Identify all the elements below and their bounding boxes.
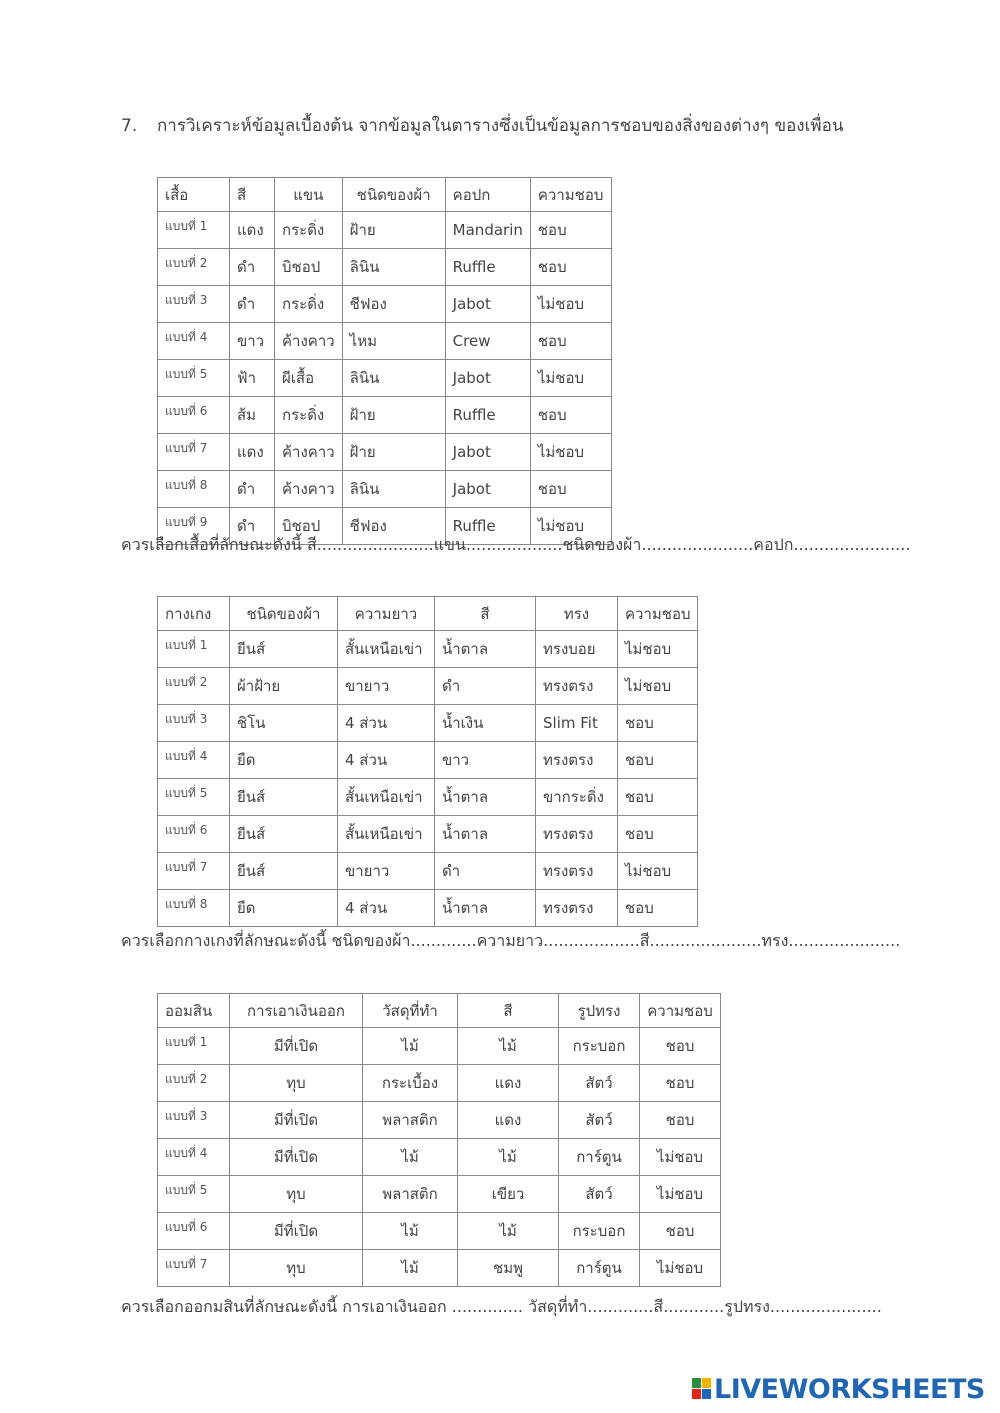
row-label: แบบที่ 4	[158, 742, 230, 779]
table-cell: Jabot	[445, 286, 530, 323]
header-cell: คอปก	[445, 178, 530, 212]
table-cell: ดำ	[435, 853, 536, 890]
header-cell: ความชอบ	[640, 994, 721, 1028]
header-cell: แขน	[275, 178, 343, 212]
table-cell: สั้นเหนือเข่า	[338, 631, 435, 668]
table-cell: ไม้	[363, 1139, 458, 1176]
table-row	[158, 471, 612, 508]
table-cell: ลินิน	[342, 249, 445, 286]
table-cell: ชอบ	[640, 1102, 721, 1139]
table-cell: ขากระดิ่ง	[536, 779, 618, 816]
table-cell: มีที่เปิด	[230, 1139, 363, 1176]
table-cell: ไม้	[458, 1028, 559, 1065]
table-cell: กระบอก	[559, 1028, 640, 1065]
table-cell: Ruffle	[445, 249, 530, 286]
table-header-row	[158, 178, 612, 212]
pants-answer-line: ควรเลือกกางเกงที่ลักษณะดังนี้ ชนิดของผ้า.............ความยาว...................สี......................ทรง......................	[121, 931, 901, 950]
table-cell: ชอบ	[618, 705, 698, 742]
table-cell: ไม่ชอบ	[530, 286, 611, 323]
table-cell: ดำ	[230, 286, 275, 323]
table-row	[158, 249, 612, 286]
question-number: 7.	[121, 116, 138, 136]
table-cell: ค้างคาว	[275, 434, 343, 471]
row-label: แบบที่ 4	[158, 1139, 230, 1176]
row-label: แบบที่ 5	[158, 360, 230, 397]
table-cell: Mandarin	[445, 212, 530, 249]
row-label: แบบที่ 2	[158, 668, 230, 705]
table-cell: สั้นเหนือเข่า	[338, 816, 435, 853]
table-cell: ฝ้าย	[342, 212, 445, 249]
question-7	[121, 112, 843, 139]
table-cell: ฝ้าย	[342, 397, 445, 434]
table-cell: Jabot	[445, 434, 530, 471]
table-row	[158, 1139, 721, 1176]
table-cell: ไม่ชอบ	[530, 508, 611, 545]
table-cell: มีที่เปิด	[230, 1102, 363, 1139]
table-cell: ไม้	[458, 1139, 559, 1176]
table-cell: ทรงตรง	[536, 816, 618, 853]
table-cell: น้ำตาล	[435, 890, 536, 927]
table-cell: ขาว	[230, 323, 275, 360]
row-label: แบบที่ 3	[158, 1102, 230, 1139]
table-cell: ขายาว	[338, 668, 435, 705]
table-row	[158, 1176, 721, 1213]
table-cell: ดำ	[230, 471, 275, 508]
table-cell: ทรงบอย	[536, 631, 618, 668]
table-cell: ยีนส์	[230, 631, 338, 668]
table-cell: ทุบ	[230, 1176, 363, 1213]
table-cell: ไม่ชอบ	[640, 1139, 721, 1176]
table-cell: กระเบื้อง	[363, 1065, 458, 1102]
table-cell: ชอบ	[618, 779, 698, 816]
liveworksheets-logo-icon	[692, 1378, 712, 1400]
table-cell: ผีเสื้อ	[275, 360, 343, 397]
row-label: แบบที่ 3	[158, 286, 230, 323]
table-cell: พลาสติก	[363, 1176, 458, 1213]
table-cell: 4 ส่วน	[338, 705, 435, 742]
header-cell: เสื้อ	[158, 178, 230, 212]
table-row	[158, 668, 698, 705]
table-cell: ดำ	[230, 508, 275, 545]
table-cell: สัตว์	[559, 1065, 640, 1102]
table-row	[158, 1028, 721, 1065]
header-cell: ชนิดของผ้า	[342, 178, 445, 212]
table-cell: Jabot	[445, 360, 530, 397]
header-cell: ทรง	[536, 597, 618, 631]
table-cell: แดง	[230, 212, 275, 249]
table-cell: ไม่ชอบ	[530, 360, 611, 397]
table-cell: ยีนส์	[230, 853, 338, 890]
header-cell: กางเกง	[158, 597, 230, 631]
table-cell: มีที่เปิด	[230, 1028, 363, 1065]
header-cell: วัสดุที่ทำ	[363, 994, 458, 1028]
table-cell: ชอบ	[640, 1213, 721, 1250]
table-cell: แดง	[458, 1065, 559, 1102]
table-cell: ไม่ชอบ	[640, 1176, 721, 1213]
table-cell: ไม้	[363, 1028, 458, 1065]
table-cell: พลาสติก	[363, 1102, 458, 1139]
table-row	[158, 742, 698, 779]
table-row	[158, 1250, 721, 1287]
pants-table	[157, 596, 698, 927]
header-cell: สี	[230, 178, 275, 212]
table-cell: ขายาว	[338, 853, 435, 890]
table-cell: ขาว	[435, 742, 536, 779]
table-cell: ยืด	[230, 742, 338, 779]
table-cell: ทุบ	[230, 1250, 363, 1287]
shirt-answer-line: ควรเลือกเสื้อที่ลักษณะดังนี้ สี.......................แขน...................ชนิดของผ้า......................คอปก.......................	[121, 535, 911, 554]
table-row	[158, 779, 698, 816]
table-cell: สัตว์	[559, 1176, 640, 1213]
liveworksheets-logo	[692, 1374, 985, 1404]
table-cell: สัตว์	[559, 1102, 640, 1139]
header-cell: สี	[458, 994, 559, 1028]
table-row	[158, 816, 698, 853]
table-cell: ไม่ชอบ	[640, 1250, 721, 1287]
row-label: แบบที่ 5	[158, 779, 230, 816]
table-cell: ค้างคาว	[275, 471, 343, 508]
table-cell: น้ำเงิน	[435, 705, 536, 742]
table-row	[158, 397, 612, 434]
table-cell: กระดิ่ง	[275, 286, 343, 323]
table-cell: บิชอป	[275, 508, 343, 545]
row-label: แบบที่ 6	[158, 1213, 230, 1250]
table-row	[158, 1065, 721, 1102]
table-cell: กระบอก	[559, 1213, 640, 1250]
table-cell: Ruffle	[445, 508, 530, 545]
header-cell: ความชอบ	[618, 597, 698, 631]
table-cell: ชีฟอง	[342, 508, 445, 545]
table-cell: ผ้าฝ้าย	[230, 668, 338, 705]
table-row	[158, 890, 698, 927]
table-cell: ฝ้าย	[342, 434, 445, 471]
table-cell: ไม้	[363, 1250, 458, 1287]
table-cell: ชอบ	[530, 397, 611, 434]
row-label: แบบที่ 1	[158, 631, 230, 668]
row-label: แบบที่ 2	[158, 1065, 230, 1102]
row-label: แบบที่ 5	[158, 1176, 230, 1213]
row-label: แบบที่ 4	[158, 323, 230, 360]
row-label: แบบที่ 8	[158, 471, 230, 508]
table-cell: ลินิน	[342, 471, 445, 508]
table-cell: ค้างคาว	[275, 323, 343, 360]
table-row	[158, 323, 612, 360]
table-cell: ทรงตรง	[536, 742, 618, 779]
table-cell: ชอบ	[530, 323, 611, 360]
table-cell: น้ำตาล	[435, 779, 536, 816]
table-row	[158, 286, 612, 323]
table-row	[158, 631, 698, 668]
header-cell: สี	[435, 597, 536, 631]
table-cell: ไม่ชอบ	[618, 668, 698, 705]
table-cell: ชอบ	[640, 1065, 721, 1102]
table-cell: ทรงตรง	[536, 853, 618, 890]
table-cell: ชมพู	[458, 1250, 559, 1287]
table-cell: น้ำตาล	[435, 631, 536, 668]
table-cell: ชอบ	[530, 212, 611, 249]
row-label: แบบที่ 7	[158, 853, 230, 890]
table-cell: ชอบ	[640, 1028, 721, 1065]
table-cell: ฟ้า	[230, 360, 275, 397]
table-cell: ส้ม	[230, 397, 275, 434]
table-cell: การ์ตูน	[559, 1139, 640, 1176]
table-row	[158, 853, 698, 890]
table-cell: กระดิ่ง	[275, 397, 343, 434]
table-cell: ชอบ	[530, 471, 611, 508]
table-cell: ไม้	[458, 1213, 559, 1250]
row-label: แบบที่ 9	[158, 508, 230, 545]
row-label: แบบที่ 2	[158, 249, 230, 286]
table-row	[158, 434, 612, 471]
table-cell: ไม่ชอบ	[530, 434, 611, 471]
row-label: แบบที่ 6	[158, 397, 230, 434]
header-cell: ชนิดของผ้า	[230, 597, 338, 631]
row-label: แบบที่ 6	[158, 816, 230, 853]
table-cell: ยีนส์	[230, 779, 338, 816]
table-cell: Crew	[445, 323, 530, 360]
table-row	[158, 705, 698, 742]
table-cell: แดง	[458, 1102, 559, 1139]
table-cell: ชอบ	[530, 249, 611, 286]
table-cell: ชอบ	[618, 890, 698, 927]
table-cell: ทุบ	[230, 1065, 363, 1102]
table-cell: มีที่เปิด	[230, 1213, 363, 1250]
table-cell: การ์ตูน	[559, 1250, 640, 1287]
table-header-row	[158, 597, 698, 631]
table-row	[158, 212, 612, 249]
table-header-row	[158, 994, 721, 1028]
row-label: แบบที่ 3	[158, 705, 230, 742]
row-label: แบบที่ 1	[158, 1028, 230, 1065]
table-cell: ยืด	[230, 890, 338, 927]
table-cell: ทรงตรง	[536, 890, 618, 927]
table-cell: กระดิ่ง	[275, 212, 343, 249]
logo-text: LIVEWORKSHEETS	[714, 1373, 985, 1405]
table-cell: น้ำตาล	[435, 816, 536, 853]
piggy-answer-line: ควรเลือกออกมสินที่ลักษณะดังนี้ การเอาเงินออก .............. วัสดุที่ทำ.............สี............รูปทรง......................	[121, 1297, 882, 1316]
row-label: แบบที่ 1	[158, 212, 230, 249]
table-cell: แดง	[230, 434, 275, 471]
table-cell: ลินิน	[342, 360, 445, 397]
piggy-bank-table	[157, 993, 721, 1287]
row-label: แบบที่ 7	[158, 1250, 230, 1287]
table-cell: ชอบ	[618, 742, 698, 779]
table-cell: ไม่ชอบ	[618, 853, 698, 890]
row-label: แบบที่ 7	[158, 434, 230, 471]
table-cell: ดำ	[230, 249, 275, 286]
table-cell: ชอบ	[618, 816, 698, 853]
table-cell: ไม้	[363, 1213, 458, 1250]
shirt-table	[157, 177, 612, 545]
table-cell: ไม่ชอบ	[618, 631, 698, 668]
table-cell: Jabot	[445, 471, 530, 508]
table-cell: ทรงตรง	[536, 668, 618, 705]
table-cell: ชิโน	[230, 705, 338, 742]
table-row	[158, 360, 612, 397]
table-cell: 4 ส่วน	[338, 742, 435, 779]
table-cell: ดำ	[435, 668, 536, 705]
table-cell: Ruffle	[445, 397, 530, 434]
table-cell: สั้นเหนือเข่า	[338, 779, 435, 816]
table-cell: ชีฟอง	[342, 286, 445, 323]
row-label: แบบที่ 8	[158, 890, 230, 927]
table-cell: ไหม	[342, 323, 445, 360]
header-cell: ความยาว	[338, 597, 435, 631]
table-row	[158, 1102, 721, 1139]
question-text: การวิเคราะห์ข้อมูลเบื้องต้น จากข้อมูลในตารางซึ่งเป็นข้อมูลการชอบของสิ่งของต่างๆ ของเพื่อน	[157, 116, 844, 136]
table-cell: ยีนส์	[230, 816, 338, 853]
table-cell: บิชอป	[275, 249, 343, 286]
header-cell: ออมสิน	[158, 994, 230, 1028]
table-cell: เขียว	[458, 1176, 559, 1213]
header-cell: รูปทรง	[559, 994, 640, 1028]
table-row	[158, 1213, 721, 1250]
header-cell: ความชอบ	[530, 178, 611, 212]
header-cell: การเอาเงินออก	[230, 994, 363, 1028]
table-cell: 4 ส่วน	[338, 890, 435, 927]
table-cell: Slim Fit	[536, 705, 618, 742]
